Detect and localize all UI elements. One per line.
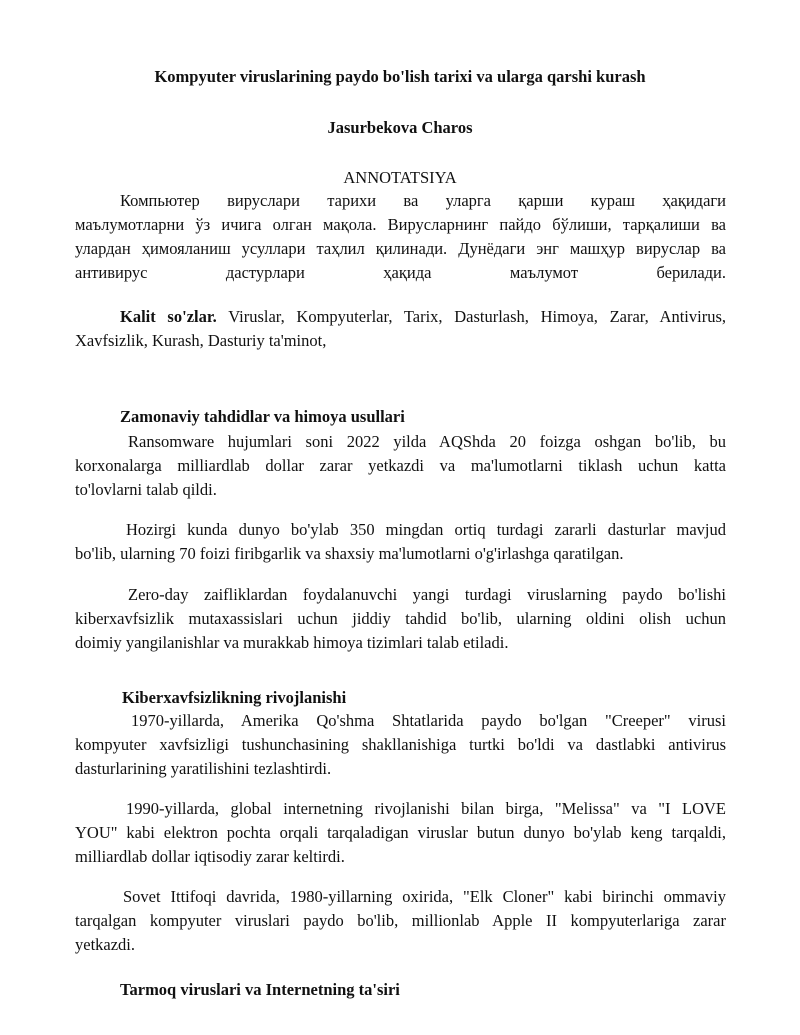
paragraph-line: Sovet Ittifoqi davrida, 1980-yillarning oxirida, "Elk Cloner" kabi birinchi ommaviy: [123, 887, 726, 906]
paragraph-line: doimiy yangilanishlar va murakkab himoya tizimlari talab etiladi.: [75, 633, 509, 652]
paragraph-line: yetkazdi.: [75, 935, 136, 954]
keywords-label: Kalit so'zlar.: [120, 307, 217, 326]
abstract-line: улардан ҳимояланиш усуллари таҳлил қилинади. Дунёдаги энг машҳур вируслар ва: [75, 239, 726, 258]
section-heading: Tarmoq viruslari va Internetning ta'siri: [120, 980, 400, 999]
paragraph-line: Ransomware hujumlari soni 2022 yilda AQShda 20 foizga oshgan bo'lib, bu: [128, 432, 726, 451]
paragraph-line: 1990-yillarda, global internetning rivojlanishi bilan birga, "Melissa" va "I LOVE: [126, 799, 726, 818]
paper-title: Kompyuter viruslarining paydo bo'lish tarixi va ularga qarshi kurash: [154, 67, 646, 86]
paragraph-line: korxonalarga milliardlab dollar zarar yetkazdi va ma'lumotlarni tiklash uchun katta: [75, 456, 726, 475]
section-heading: Kiberxavfsizlikning rivojlanishi: [122, 688, 347, 707]
paragraph-line: kompyuter xavfsizligi tushunchasining shakllanishiga turtki bo'ldi va dastlabki antivirus: [75, 735, 726, 754]
paragraph-line: dasturlarining yaratilishini tezlashtirdi.: [75, 759, 332, 778]
paragraph-line: Zero-day zaifliklardan foydalanuvchi yangi turdagi viruslarning paydo bo'lishi: [128, 585, 726, 604]
paragraph-line: YOU" kabi elektron pochta orqali tarqaladigan viruslar butun dunyo bo'ylab keng tarqaldi,: [75, 823, 726, 842]
paragraph-line: tarqalgan kompyuter viruslari paydo bo'lib, millionlab Apple II kompyuterlariga zarar: [75, 911, 726, 930]
author-name: Jasurbekova Charos: [327, 118, 473, 137]
keywords-line: [120, 305, 726, 328]
abstract-line: маълумотларни ўз ичига олган мақола. Вирусларнинг пайдо бўлиши, тарқалиши ва: [75, 215, 726, 234]
paragraph-line: bo'lib, ularning 70 foizi firibgarlik va shaxsiy ma'lumotlarni o'g'irlashga qaratilgan.: [75, 544, 624, 563]
keywords-line: Xavfsizlik, Kurash, Dasturiy ta'minot,: [75, 331, 327, 350]
paragraph-line: milliardlab dollar iqtisodiy zarar keltirdi.: [75, 847, 345, 866]
paragraph-line: Hozirgi kunda dunyo bo'ylab 350 mingdan ortiq turdagi zararli dasturlar mavjud: [126, 520, 726, 539]
paragraph-line: 1970-yillarda, Amerika Qo'shma Shtatlarida paydo bo'lgan "Creeper" virusi: [131, 711, 726, 730]
paragraph-line: kiberxavfsizlik mutaxassislari uchun jiddiy tahdid bo'lib, ularning oldini olish uchun: [75, 609, 726, 628]
paragraph-line: to'lovlarni talab qildi.: [75, 480, 217, 499]
abstract-line: Компьютер вируслари тарихи ва уларга қарши кураш ҳақидаги: [120, 191, 726, 210]
keywords-list: Viruslar, Kompyuterlar, Tarix, Dasturlash, Himoya, Zarar, Antivirus,: [216, 307, 726, 326]
section-heading: Zamonaviy tahdidlar va himoya usullari: [120, 407, 405, 426]
abstract-line: антивирус дастурлари ҳақида маълумот берилади.: [75, 263, 726, 282]
abstract-heading: ANNOTATSIYA: [343, 168, 457, 187]
